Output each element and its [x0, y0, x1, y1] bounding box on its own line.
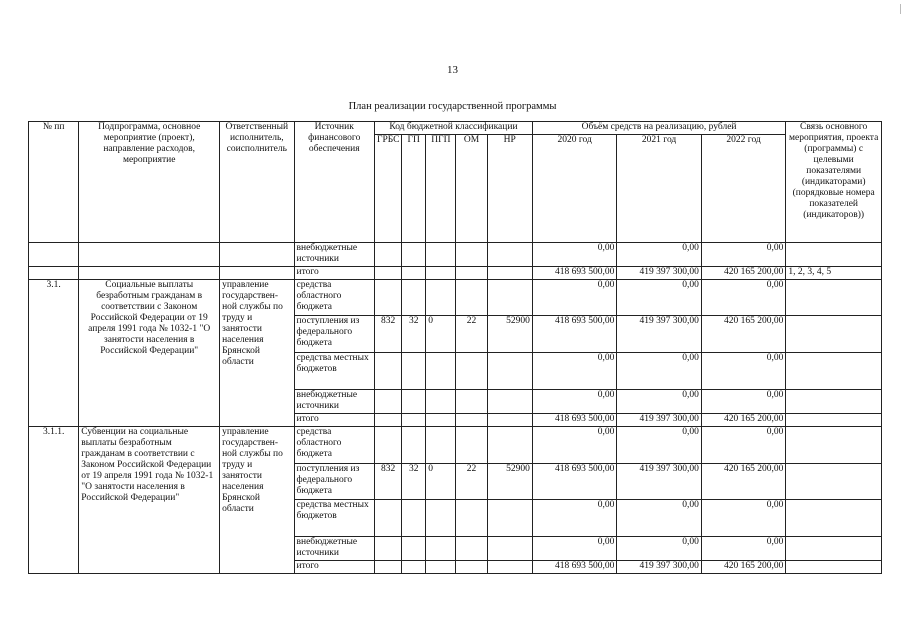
cell-name: [79, 243, 220, 267]
page-number: 13: [447, 64, 458, 76]
cell-2021: 419 397 300,00: [617, 267, 701, 280]
cell-2020: 418 693 500,00: [532, 414, 616, 427]
cell-2022: 0,00: [701, 390, 786, 414]
header-num: № пп: [29, 122, 79, 243]
cell-2022: 0,00: [701, 353, 786, 390]
cell-num: 3.1.1.: [29, 427, 79, 574]
cell-2021: 419 397 300,00: [617, 414, 701, 427]
cell-source: внебюджетные источники: [294, 537, 374, 561]
header-kbk: Код бюджетной классификации: [374, 122, 532, 135]
cell-name: Социальные выплаты безработным гражданам в соответствии с Законом Российской Федерации от 19 апреля 1991 года № 1032-1 "О занятости населения в Российской Федерации": [79, 280, 220, 427]
cell-source: итого: [294, 561, 374, 574]
cell-source: поступления из федерального бюджета: [294, 464, 374, 500]
header-nr: НР: [487, 135, 532, 243]
cell-source: итого: [294, 414, 374, 427]
header-responsible: Ответственный исполнитель, соисполнитель: [220, 122, 294, 243]
cell-name: Субвенции на социальные выплаты безработным гражданам в соответствии с Законом Российской Федерации от 19 апреля 1991 года № 1032-1 "О занятости населения в Российской Федерации": [79, 427, 220, 574]
cell-source: средства местных бюджетов: [294, 500, 374, 537]
cell-2022: 0,00: [701, 243, 786, 267]
cell-2020: 0,00: [532, 537, 616, 561]
cell-num: [29, 243, 79, 267]
header-source: Источник финансового обеспечения: [294, 122, 374, 243]
table-row: [29, 267, 882, 280]
cell-responsible: управление государствен-ной службы по труду и занятости населения Брянской области: [220, 280, 294, 427]
header-2022: 2022 год: [701, 135, 786, 243]
cell-pgp: 0: [426, 316, 456, 353]
cell-link: 1, 2, 3, 4, 5: [786, 267, 882, 280]
cell-grbs: 832: [374, 464, 401, 500]
cell-gp: 32: [402, 316, 426, 353]
cell-2021: 0,00: [617, 390, 701, 414]
cell-2022: 0,00: [701, 427, 786, 464]
cell-2021: 0,00: [617, 280, 701, 316]
cell-2021: 0,00: [617, 537, 701, 561]
header-row-1: [29, 122, 882, 135]
cell-gp: 32: [402, 464, 426, 500]
header-link: Связь основного мероприятия, проекта (программы) с целевыми показателями (индикаторами) (порядковые номера показателей (индикаторов)): [786, 122, 882, 243]
cell-nr: 52900: [487, 316, 532, 353]
cell-2021: 0,00: [617, 243, 701, 267]
cell-2020: 0,00: [532, 500, 616, 537]
cell-source: средства областного бюджета: [294, 280, 374, 316]
table-row: [29, 280, 882, 316]
cell-responsible: управление государствен-ной службы по труду и занятости населения Брянской области: [220, 427, 294, 574]
cell-om: 22: [456, 316, 487, 353]
cell-link: [786, 243, 882, 267]
cell-2021: 419 397 300,00: [617, 316, 701, 353]
cell-2021: 419 397 300,00: [617, 561, 701, 574]
cell-om: 22: [456, 464, 487, 500]
scan-edge-mark: [900, 4, 901, 14]
cell-2021: 0,00: [617, 353, 701, 390]
cell-2020: 0,00: [532, 427, 616, 464]
header-2021: 2021 год: [617, 135, 701, 243]
cell-responsible: [220, 243, 294, 267]
cell-2020: 418 693 500,00: [532, 316, 616, 353]
cell-source: поступления из федерального бюджета: [294, 316, 374, 353]
header-pgp: ПГП: [426, 135, 456, 243]
header-subprogram: Подпрограмма, основное мероприятие (проект), направление расходов, мероприятие: [79, 122, 220, 243]
cell-2020: 0,00: [532, 280, 616, 316]
cell-2020: 0,00: [532, 243, 616, 267]
cell-source: средства областного бюджета: [294, 427, 374, 464]
cell-2020: 0,00: [532, 390, 616, 414]
header-2020: 2020 год: [532, 135, 616, 243]
table-row: [29, 243, 882, 267]
implementation-plan-table: [28, 121, 882, 574]
cell-2021: 419 397 300,00: [617, 464, 701, 500]
header-grbs: ГРБС: [374, 135, 401, 243]
header-om: ОМ: [456, 135, 487, 243]
cell-num: 3.1.: [29, 280, 79, 427]
cell-pgp: 0: [426, 464, 456, 500]
table-row: [29, 427, 882, 464]
cell-grbs: 832: [374, 316, 401, 353]
cell-2022: 420 165 200,00: [701, 561, 786, 574]
cell-source: внебюджетные источники: [294, 243, 374, 267]
cell-nr: 52900: [487, 464, 532, 500]
cell-2021: 0,00: [617, 500, 701, 537]
header-gp: ГП: [402, 135, 426, 243]
cell-2022: 420 165 200,00: [701, 414, 786, 427]
cell-2020: 0,00: [532, 353, 616, 390]
cell-2022: 420 165 200,00: [701, 464, 786, 500]
cell-source: внебюджетные источники: [294, 390, 374, 414]
cell-2022: 0,00: [701, 537, 786, 561]
header-volume: Объём средств на реализацию, рублей: [532, 122, 785, 135]
cell-source: средства местных бюджетов: [294, 353, 374, 390]
cell-2022: 0,00: [701, 280, 786, 316]
cell-2022: 420 165 200,00: [701, 267, 786, 280]
page-title: План реализации государственной программы: [348, 101, 557, 112]
cell-2020: 418 693 500,00: [532, 561, 616, 574]
cell-2022: 420 165 200,00: [701, 316, 786, 353]
cell-2020: 418 693 500,00: [532, 267, 616, 280]
cell-2020: 418 693 500,00: [532, 464, 616, 500]
cell-source: итого: [294, 267, 374, 280]
cell-2022: 0,00: [701, 500, 786, 537]
cell-2021: 0,00: [617, 427, 701, 464]
